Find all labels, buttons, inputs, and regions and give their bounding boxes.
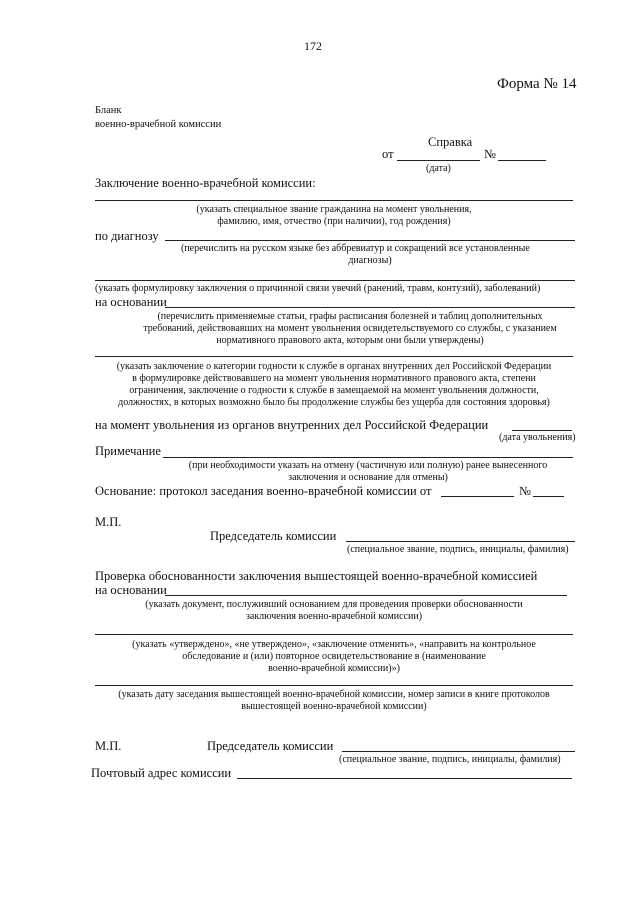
note-label: Примечание bbox=[95, 444, 161, 458]
chairman-signature-hint: (специальное звание, подпись, инициалы, фамилия) bbox=[347, 544, 569, 555]
page-number: 172 bbox=[304, 39, 322, 53]
review-decision-hint: военно-врачебной комиссии)») bbox=[268, 663, 400, 674]
dismissal-date-line[interactable] bbox=[512, 430, 572, 431]
review-decision-hint: обследование и (или) повторное освидетельствование в (наименование bbox=[182, 651, 486, 662]
protocol-text: Основание: протокол заседания военно-врачебной комиссии от bbox=[95, 484, 432, 498]
review-heading: Проверка обоснованности заключения вышестоящей военно-врачебной комиссией bbox=[95, 569, 538, 583]
postal-address-line[interactable] bbox=[237, 778, 572, 779]
number-sign: № bbox=[484, 147, 496, 161]
review-meeting-hint: вышестоящей военно-врачебной комиссии) bbox=[241, 701, 427, 712]
review-basis-line[interactable] bbox=[165, 595, 567, 596]
category-hint: должностях, в которых возможно было бы продолжение службы без ущерба для состояния здоровья) bbox=[118, 397, 550, 408]
diagnosis-hint: диагнозы) bbox=[348, 255, 392, 266]
review-doc-hint: заключения военно-врачебной комиссии) bbox=[245, 611, 423, 622]
basis-hint: требований, действовавших на момент увольнения освидетельствуемого со службы, с указанием bbox=[143, 323, 557, 334]
person-hint: фамилию, имя, отчество (при наличии), год рождения) bbox=[217, 216, 451, 227]
date-field-line[interactable] bbox=[397, 160, 480, 161]
dismissal-date-hint: (дата увольнения) bbox=[499, 432, 576, 443]
chairman-label: Председатель комиссии bbox=[207, 739, 334, 753]
number-field-line[interactable] bbox=[498, 160, 546, 161]
diagnosis-field-line[interactable] bbox=[165, 240, 575, 241]
diagnosis-label: по диагнозу bbox=[95, 229, 159, 243]
stamp-label: М.П. bbox=[95, 515, 122, 529]
basis-field-line[interactable] bbox=[165, 307, 575, 308]
chairman-signature-line[interactable] bbox=[342, 751, 575, 752]
category-hint: в формулировке действовавшего на момент увольнения нормативного правового акта, степени bbox=[132, 373, 536, 384]
chairman-signature-hint: (специальное звание, подпись, инициалы, фамилия) bbox=[339, 754, 561, 765]
protocol-number-line[interactable] bbox=[533, 496, 564, 497]
stamp-label: М.П. bbox=[95, 739, 122, 753]
review-basis-label: на основании bbox=[95, 583, 167, 597]
blank-label: Бланк bbox=[95, 105, 122, 116]
basis-hint: (перечислить применяемые статьи, графы расписания болезней и таблиц дополнительных bbox=[157, 311, 543, 322]
causal-field-line[interactable] bbox=[95, 280, 575, 281]
category-hint: (указать заключение о категории годности к службе в органах внутренних дел Российской Федерации bbox=[116, 361, 552, 372]
category-hint: ограничения, заключение о годности к службе в замещаемой на момент увольнения должности, bbox=[129, 385, 539, 396]
diagnosis-hint: (перечислить на русском языке без аббревиатур и сокращений все установленные bbox=[181, 243, 530, 254]
conclusion-heading: Заключение военно-врачебной комиссии: bbox=[95, 176, 316, 190]
person-field-line[interactable] bbox=[95, 200, 573, 201]
category-field-line[interactable] bbox=[95, 356, 573, 357]
note-hint: заключения и основание для отмены) bbox=[288, 472, 448, 483]
review-decision-hint: (указать «утверждено», «не утверждено», «заключение отменить», «направить на контрольное bbox=[132, 639, 536, 650]
review-meeting-line[interactable] bbox=[95, 685, 573, 686]
chairman-signature-line[interactable] bbox=[346, 541, 575, 542]
basis-label: на основании bbox=[95, 295, 167, 309]
commission-label: военно-врачебной комиссии bbox=[95, 119, 222, 130]
date-hint: (дата) bbox=[426, 163, 451, 174]
basis-hint: нормативного правового акта, которым они были утверждены) bbox=[216, 335, 484, 346]
note-hint: (при необходимости указать на отмену (частичную или полную) ранее вынесенного bbox=[188, 460, 548, 471]
note-field-line[interactable] bbox=[163, 457, 573, 458]
date-prefix: от bbox=[382, 147, 394, 161]
review-meeting-hint: (указать дату заседания вышестоящей военно-врачебной комиссии, номер записи в книге протоколов bbox=[118, 689, 550, 700]
form-number: Форма № 14 bbox=[497, 76, 577, 92]
postal-address-label: Почтовый адрес комиссии bbox=[91, 766, 232, 780]
review-decision-line[interactable] bbox=[95, 634, 573, 635]
causal-hint: (указать формулировку заключения о причинной связи увечий (ранений, травм, контузий), заболеваний) bbox=[95, 283, 541, 294]
person-hint: (указать специальное звание гражданина на момент увольнения, bbox=[196, 204, 472, 215]
chairman-label: Председатель комиссии bbox=[210, 529, 337, 543]
certificate-title: Справка bbox=[428, 135, 473, 149]
protocol-date-line[interactable] bbox=[441, 496, 514, 497]
dismissal-text: на момент увольнения из органов внутренних дел Российской Федерации bbox=[95, 418, 489, 432]
review-doc-hint: (указать документ, послуживший основанием для проведения проверки обоснованности bbox=[145, 599, 523, 610]
protocol-number-sign: № bbox=[519, 484, 531, 498]
